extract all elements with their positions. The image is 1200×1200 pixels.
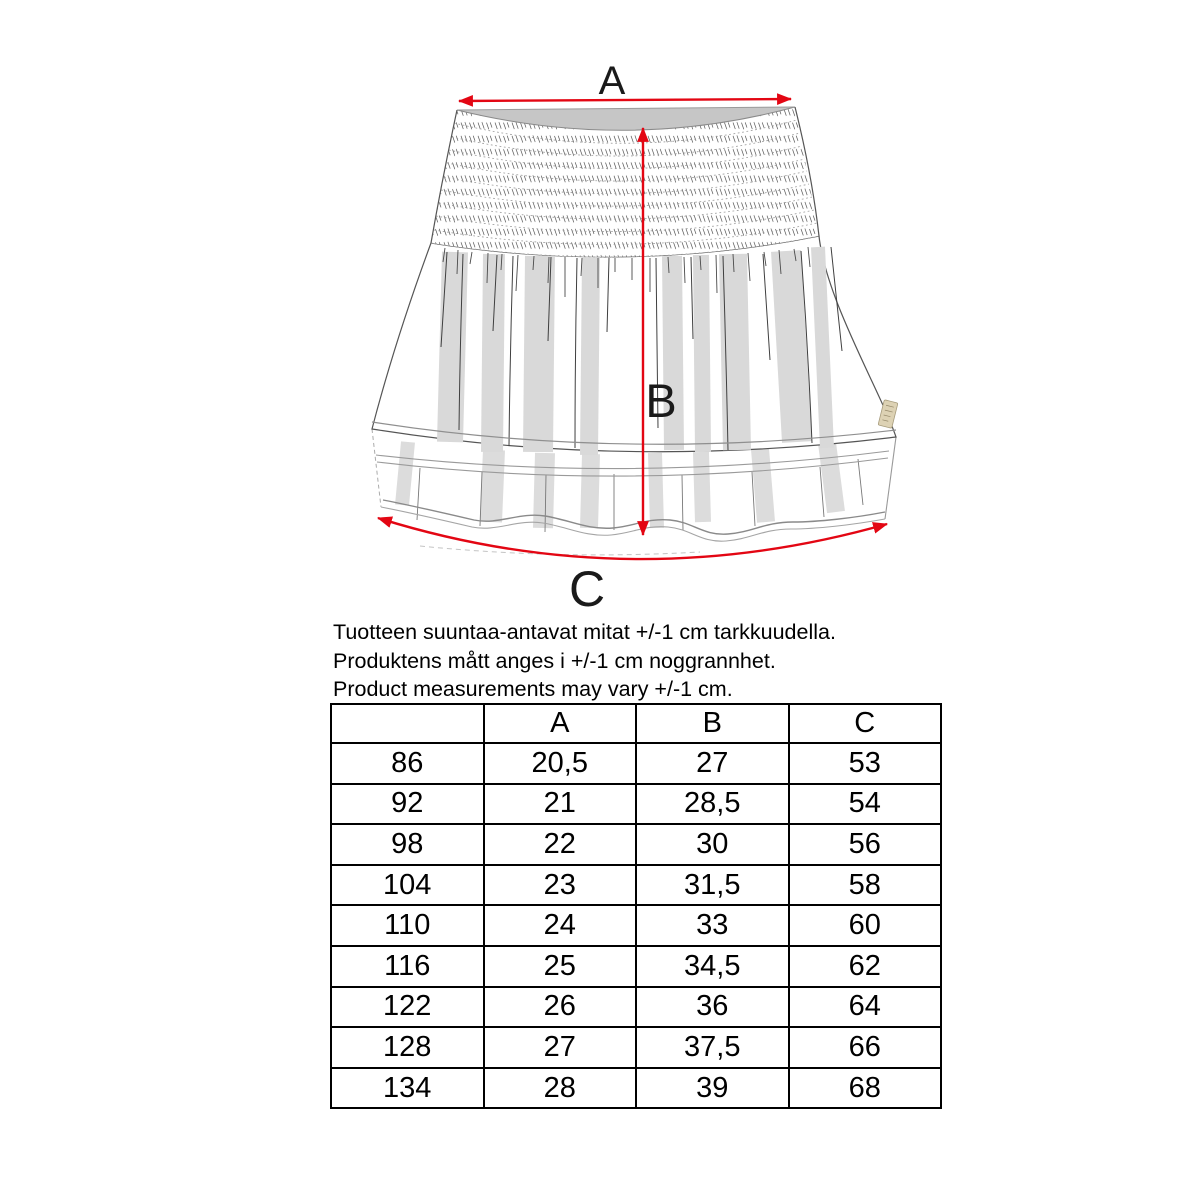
a-cell: 20,5	[484, 743, 637, 784]
size-cell: 116	[331, 946, 484, 987]
b-cell: 31,5	[636, 865, 789, 906]
a-cell: 28	[484, 1068, 637, 1109]
b-cell: 36	[636, 987, 789, 1028]
b-cell: 30	[636, 824, 789, 865]
b-cell: 39	[636, 1068, 789, 1109]
size-cell: 128	[331, 1027, 484, 1068]
table-row	[331, 905, 941, 946]
size-cell: 86	[331, 743, 484, 784]
c-cell: 60	[789, 905, 942, 946]
a-cell: 23	[484, 865, 637, 906]
b-cell: 27	[636, 743, 789, 784]
size-table	[330, 703, 942, 1109]
c-cell: 68	[789, 1068, 942, 1109]
c-cell: 56	[789, 824, 942, 865]
b-cell: 28,5	[636, 784, 789, 825]
a-cell: 27	[484, 1027, 637, 1068]
measurement-label-c: C	[568, 561, 606, 617]
measurement-label-a: A	[598, 59, 626, 103]
a-cell: 25	[484, 946, 637, 987]
col-header-b: B	[636, 704, 789, 743]
note-swedish: Produktens mått anges i +/-1 cm noggrannhet.	[333, 648, 776, 673]
col-header-size	[331, 704, 484, 743]
c-cell: 53	[789, 743, 942, 784]
table-row	[331, 743, 941, 784]
table-row	[331, 865, 941, 906]
size-cell: 122	[331, 987, 484, 1028]
measurement-notes	[333, 618, 836, 704]
size-cell: 110	[331, 905, 484, 946]
note-finnish: Tuotteen suuntaa-antavat mitat +/-1 cm tarkkuudella.	[333, 620, 836, 644]
col-header-a: A	[484, 704, 637, 743]
a-cell: 21	[484, 784, 637, 825]
c-cell: 62	[789, 946, 942, 987]
table-row	[331, 1068, 941, 1109]
table-row	[331, 1027, 941, 1068]
c-cell: 64	[789, 987, 942, 1028]
size-cell: 134	[331, 1068, 484, 1109]
c-cell: 54	[789, 784, 942, 825]
note-english: Product measurements may vary +/-1 cm.	[333, 677, 733, 702]
c-cell: 66	[789, 1027, 942, 1068]
smocked-waistband	[431, 107, 819, 257]
b-cell: 37,5	[636, 1027, 789, 1068]
size-table-header-row	[331, 704, 941, 743]
a-cell: 24	[484, 905, 637, 946]
b-cell: 34,5	[636, 946, 789, 987]
size-cell: 98	[331, 824, 484, 865]
size-cell: 104	[331, 865, 484, 906]
table-row	[331, 824, 941, 865]
b-cell: 33	[636, 905, 789, 946]
table-row	[331, 784, 941, 825]
table-row	[331, 987, 941, 1028]
table-row	[331, 946, 941, 987]
measurement-label-b: B	[645, 374, 677, 427]
skirt-body-tier	[372, 236, 896, 476]
size-cell: 92	[331, 784, 484, 825]
a-cell: 26	[484, 987, 637, 1028]
col-header-c: C	[789, 704, 942, 743]
a-cell: 22	[484, 824, 637, 865]
c-cell: 58	[789, 865, 942, 906]
